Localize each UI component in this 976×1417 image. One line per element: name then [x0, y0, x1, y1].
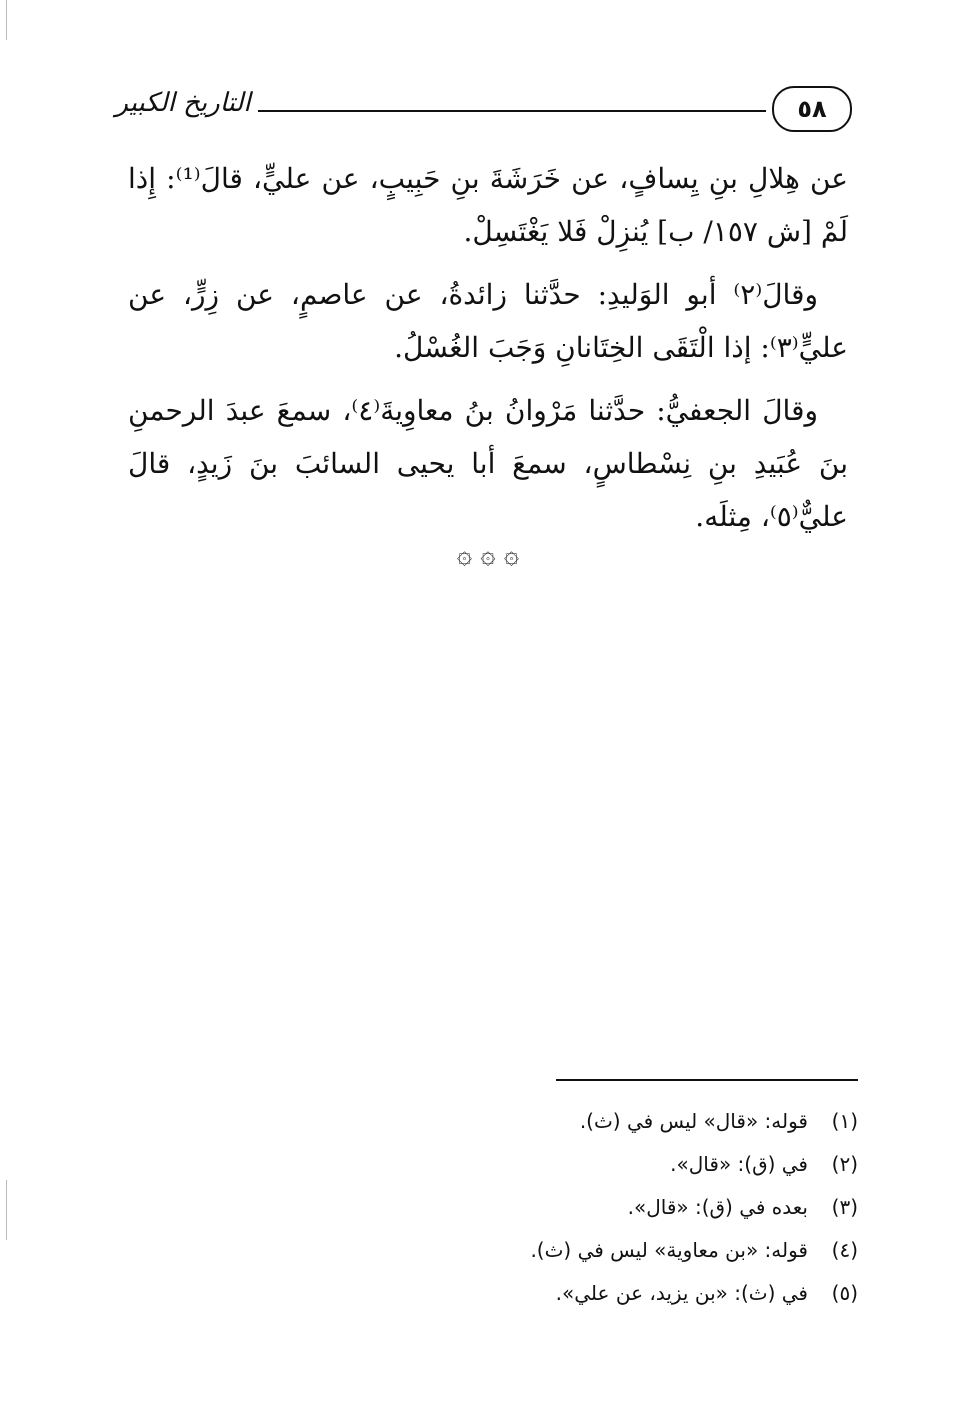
- scan-margin-mark-bottom: [6, 1180, 7, 1240]
- footnote: [118, 1186, 858, 1229]
- footnote-text: قوله: «قال» ليس في (ث).: [579, 1109, 808, 1133]
- paragraph: عن هِلالِ بنِ يِسافٍ، عن خَرَشَةَ بنِ حَبِيبٍ، عن عليٍّ، قالَ⁽¹⁾: إِذا لَمْ [ش ١٥٧/ ب] يُنزِلْ فَلا يَغْتَسِلْ.: [128, 162, 848, 248]
- footnote-text: في (ق): «قال».: [670, 1152, 808, 1176]
- page-number-badge: ٥٨: [772, 86, 852, 132]
- footnote-separator: [556, 1079, 858, 1081]
- paragraph: وقالَ⁽٢⁾ أبو الوَليدِ: حدَّثنا زائدةُ، عن عاصمٍ، عن زِرٍّ، عن عليٍّ⁽٣⁾: إذا الْتَقَى الخِتَانانِ وَجَبَ الغُسْلُ.: [128, 278, 848, 364]
- page-header: [108, 86, 852, 134]
- section-end-ornament: ۞ ۞ ۞: [456, 540, 520, 570]
- footnote-number: (٥): [831, 1281, 858, 1305]
- footnote-text: بعده في (ق): «قال».: [627, 1195, 808, 1219]
- footnote: [118, 1272, 858, 1315]
- main-text: [128, 152, 848, 553]
- paragraph: وقالَ الجعفيُّ: حدَّثنا مَرْوانُ بنُ معاوِيةَ⁽٤⁾، سمعَ عبدَ الرحمنِ بنَ عُبَيدِ بنِ نِسْطاسٍ، سمعَ أبا يحيى السائبَ بنَ زَيدٍ، قالَ عليٌّ⁽٥⁾، مِثلَه.: [128, 394, 848, 533]
- footnotes-list: [118, 1100, 858, 1315]
- footnote: [118, 1143, 858, 1186]
- footnote: [118, 1100, 858, 1143]
- footnote-number: (٤): [831, 1238, 858, 1262]
- header-rule: [258, 110, 766, 112]
- footnote-text: في (ث): «بن يزيد، عن علي».: [555, 1281, 808, 1305]
- book-title: التاريخ الكبير: [115, 88, 251, 118]
- footnote-number: (٢): [831, 1152, 858, 1176]
- footnote-number: (١): [831, 1109, 858, 1133]
- footnote: [118, 1229, 858, 1272]
- scan-margin-mark-top: [6, 0, 7, 40]
- footnote-text: قوله: «بن معاوية» ليس في (ث).: [530, 1238, 808, 1262]
- footnote-number: (٣): [831, 1195, 858, 1219]
